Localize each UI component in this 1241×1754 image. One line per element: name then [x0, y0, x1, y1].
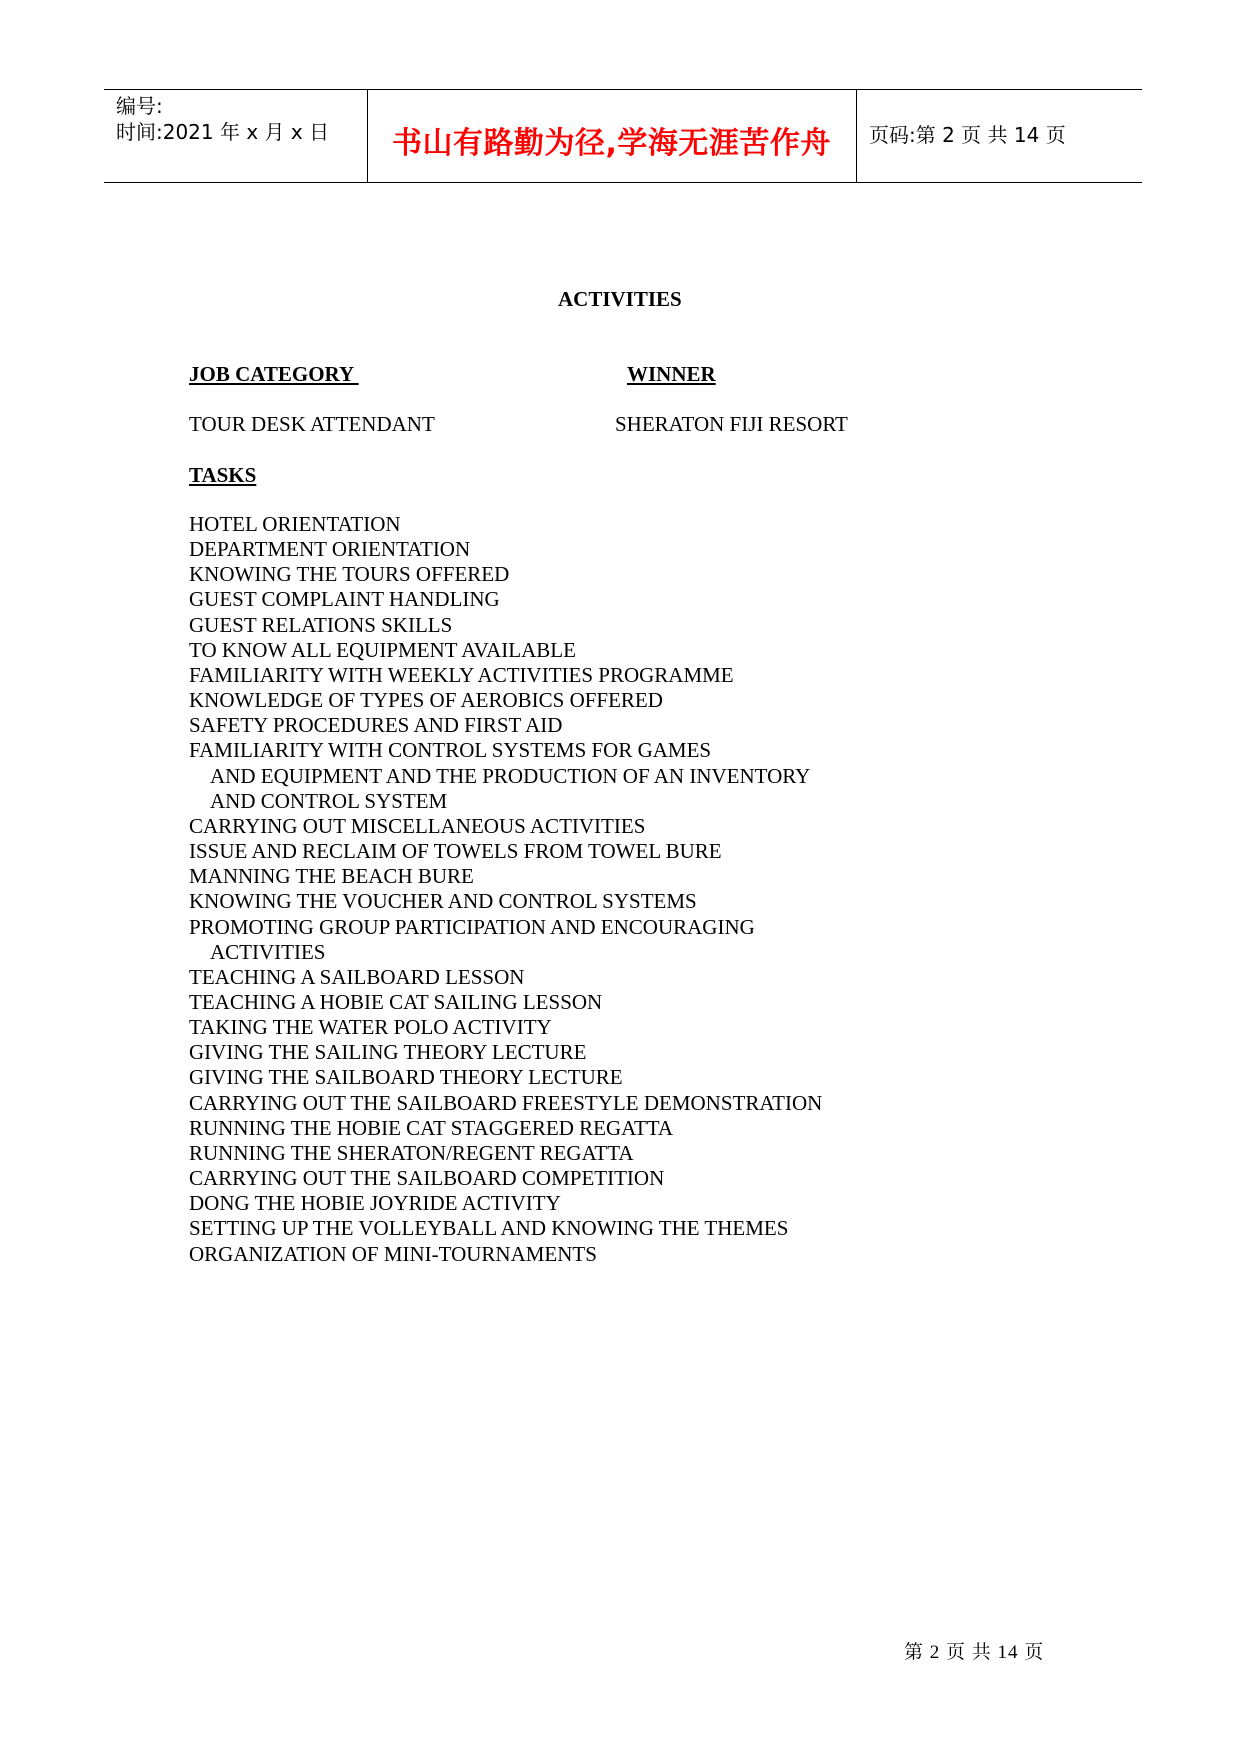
document-number-label: 编号: — [116, 94, 163, 118]
header-motto: 书山有路勤为径,学海无涯苦作舟 — [392, 126, 831, 161]
task-item: TEACHING A HOBIE CAT SAILING LESSON — [189, 989, 603, 1014]
task-item: TEACHING A SAILBOARD LESSON — [189, 964, 525, 989]
task-item: RUNNING THE HOBIE CAT STAGGERED REGATTA — [189, 1115, 674, 1140]
task-item: FAMILIARITY WITH CONTROL SYSTEMS FOR GAMES — [189, 738, 712, 763]
task-item: CARRYING OUT THE SAILBOARD COMPETITION — [189, 1166, 665, 1191]
job-category-value: TOUR DESK ATTENDANT — [189, 412, 435, 436]
task-item: HOTEL ORIENTATION — [189, 512, 401, 536]
winner-heading: WINNER — [627, 362, 716, 386]
document-time-label: 时间:2021 年 x 月 x 日 — [116, 120, 330, 144]
task-item: CARRYING OUT THE SAILBOARD FREESTYLE DEMONSTRATION — [189, 1090, 823, 1115]
page-footer: 第 2 页 共 14 页 — [904, 1642, 1045, 1663]
task-item: ORGANIZATION OF MINI-TOURNAMENTS — [189, 1241, 597, 1266]
task-item: GUEST COMPLAINT HANDLING — [189, 587, 500, 612]
task-item-continuation: ACTIVITIES — [210, 939, 326, 964]
task-item: SETTING UP THE VOLLEYBALL AND KNOWING THE THEMES — [189, 1216, 789, 1241]
task-list — [189, 512, 822, 1267]
task-item: PROMOTING GROUP PARTICIPATION AND ENCOURAGING — [189, 914, 755, 939]
job-category-heading: JOB CATEGORY — [189, 362, 359, 386]
task-item: RUNNING THE SHERATON/REGENT REGATTA — [189, 1140, 634, 1165]
task-item: TAKING THE WATER POLO ACTIVITY — [189, 1015, 552, 1040]
header-motto-cell — [367, 90, 857, 182]
header-page-cell — [857, 90, 1142, 182]
task-item: FAMILIARITY WITH WEEKLY ACTIVITIES PROGRAMME — [189, 662, 734, 687]
task-item: GIVING THE SAILING THEORY LECTURE — [189, 1040, 587, 1065]
task-item: DONG THE HOBIE JOYRIDE ACTIVITY — [189, 1191, 561, 1216]
task-item: GIVING THE SAILBOARD THEORY LECTURE — [189, 1065, 623, 1090]
winner-value: SHERATON FIJI RESORT — [615, 412, 848, 436]
header-page-label: 页码:第 2 页 共 14 页 — [869, 123, 1066, 147]
task-item: TO KNOW ALL EQUIPMENT AVAILABLE — [189, 637, 576, 662]
task-item: SAFETY PROCEDURES AND FIRST AID — [189, 713, 563, 738]
page-header — [104, 89, 1142, 183]
tasks-heading: TASKS — [189, 463, 257, 487]
task-item: KNOWLEDGE OF TYPES OF AEROBICS OFFERED — [189, 688, 663, 713]
task-item: KNOWING THE TOURS OFFERED — [189, 562, 510, 587]
task-item-continuation: AND EQUIPMENT AND THE PRODUCTION OF AN INVENTORY — [210, 763, 811, 788]
document-title: ACTIVITIES — [558, 287, 682, 311]
task-item: KNOWING THE VOUCHER AND CONTROL SYSTEMS — [189, 889, 697, 914]
task-item: CARRYING OUT MISCELLANEOUS ACTIVITIES — [189, 813, 646, 838]
task-item-continuation: AND CONTROL SYSTEM — [210, 788, 448, 813]
task-item: ISSUE AND RECLAIM OF TOWELS FROM TOWEL BURE — [189, 839, 722, 864]
task-item: MANNING THE BEACH BURE — [189, 864, 474, 889]
task-item: GUEST RELATIONS SKILLS — [189, 612, 453, 637]
task-item: DEPARTMENT ORIENTATION — [189, 537, 471, 562]
header-info-cell — [104, 90, 367, 182]
